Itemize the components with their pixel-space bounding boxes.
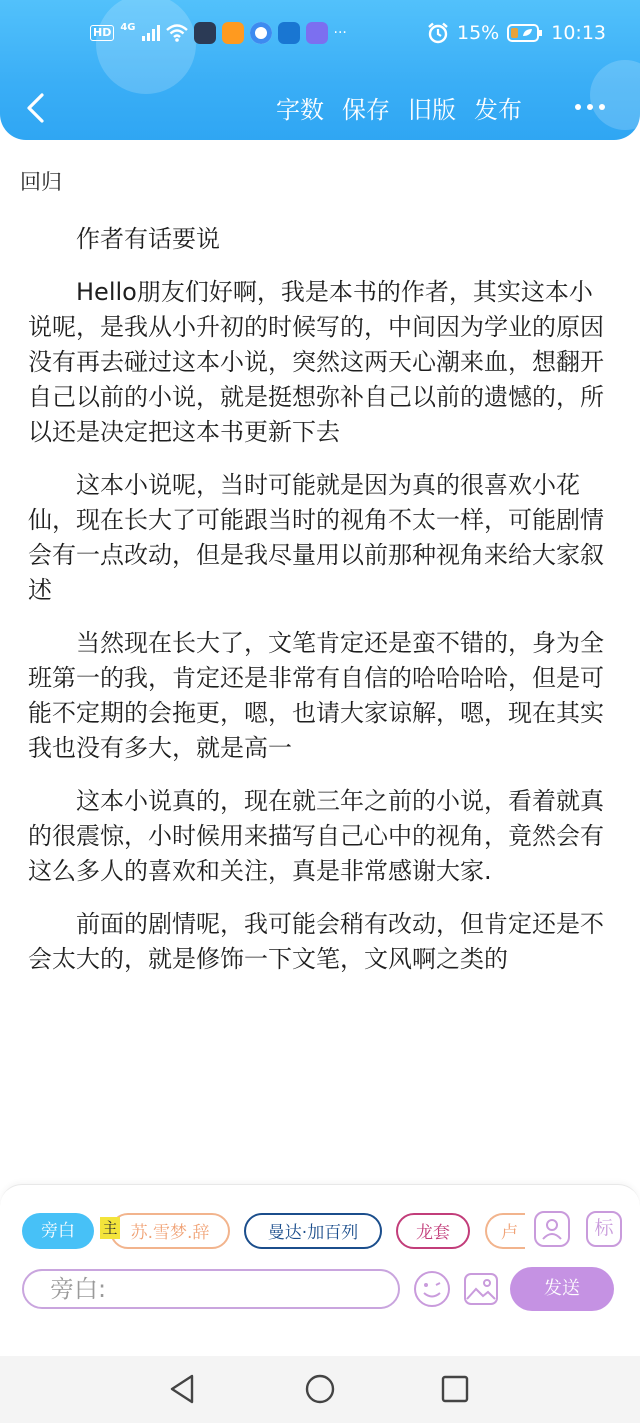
browser-app-icon [250, 22, 272, 44]
alarm-icon [427, 22, 449, 44]
dialogue-composer [0, 1184, 640, 1357]
dialogue-input[interactable]: 旁白: [22, 1269, 400, 1309]
word-count-button[interactable]: 字数 [276, 96, 324, 124]
role-selector [0, 1213, 640, 1257]
cloud-app-icon [278, 22, 300, 44]
image-icon [462, 1269, 500, 1309]
message-app-icon [194, 22, 216, 44]
paragraph: Hello朋友们好啊，我是本书的作者，其实这本小说呢，是我从小升初的时候写的，中间因为学业的原因没有再去碰过这本小说，突然这两天心潮来血，想翻开自己以前的小说，就是挺想弥补自己以前的遗憾的，所以还是决定把这本书更新下去 [28, 278, 604, 446]
person-icon [536, 1213, 568, 1245]
dot-icon [587, 104, 593, 110]
image-button[interactable] [462, 1269, 500, 1309]
main-role-tag: 主 [100, 1217, 120, 1239]
app-header [0, 0, 640, 140]
clock-time: 10:13 [551, 22, 606, 44]
nav-back-button[interactable] [166, 1372, 200, 1406]
chapter-title[interactable]: 回归 [20, 170, 62, 194]
send-button[interactable]: 发送 [510, 1267, 614, 1311]
circle-home-icon [303, 1372, 337, 1406]
role-chip-lu[interactable]: 卢 [485, 1213, 525, 1249]
nav-recents-button[interactable] [438, 1372, 472, 1406]
role-chip-extra[interactable]: 龙套 [396, 1213, 470, 1249]
input-row [0, 1269, 640, 1313]
chapter-body[interactable] [28, 222, 610, 995]
publish-button[interactable]: 发布 [474, 96, 522, 124]
paragraph: 作者有话要说 [76, 225, 220, 253]
system-nav-bar [0, 1356, 640, 1423]
dot-icon [599, 104, 605, 110]
battery-icon [507, 23, 543, 43]
dot-icon [575, 104, 581, 110]
triangle-back-icon [166, 1372, 200, 1406]
emoji-button[interactable] [412, 1269, 452, 1309]
save-button[interactable]: 保存 [342, 96, 390, 124]
music-app-icon [306, 22, 328, 44]
back-button[interactable] [18, 86, 58, 130]
character-manage-button[interactable] [534, 1211, 570, 1247]
signal-icon [142, 25, 160, 41]
taobao-app-icon [222, 22, 244, 44]
role-chip-manda[interactable]: 曼达·加百列 [244, 1213, 382, 1249]
paragraph: 当然现在长大了，文笔肯定还是蛮不错的，身为全班第一的我，肯定还是非常有自信的哈哈哈哈，但是可能不定期的会拖更，嗯，也请大家谅解，嗯，现在其实我也没有多大，就是高一 [28, 629, 604, 762]
square-recents-icon [438, 1372, 472, 1406]
paragraph: 这本小说呢，当时可能就是因为真的很喜欢小花仙，现在长大了可能跟当时的视角不太一样，可能剧情会有一点改动，但是我尽量用以前那种视角来给大家叙述 [28, 471, 604, 604]
network-label: 4G [120, 21, 136, 33]
more-menu-button[interactable] [568, 92, 612, 122]
chevron-left-icon [18, 86, 58, 130]
battery-percent: 15% [457, 22, 500, 44]
status-bar [0, 18, 640, 54]
paragraph: 这本小说真的，现在就三年之前的小说，看着就真的很震惊，小时候用来描写自己心中的视角，竟然会有这么多人的喜欢和关注，真是非常感谢大家. [28, 787, 604, 885]
role-chip-narrator[interactable]: 旁白 [22, 1213, 94, 1249]
tag-button[interactable]: 标 [586, 1211, 622, 1247]
role-chip-su-xuemeng[interactable]: 苏.雪梦.辞 [110, 1213, 230, 1249]
wifi-icon [166, 24, 188, 42]
editor-toolbar [0, 84, 640, 134]
paragraph: 前面的剧情呢，我可能会稍有改动，但肯定还是不会太大的，就是修饰一下文笔，文风啊之类的 [28, 910, 604, 973]
old-version-button[interactable]: 旧版 [408, 96, 456, 124]
hd-badge: HD [90, 25, 114, 41]
nav-home-button[interactable] [303, 1372, 337, 1406]
smiley-icon [412, 1269, 452, 1309]
more-notifications-label: ··· [333, 25, 347, 41]
